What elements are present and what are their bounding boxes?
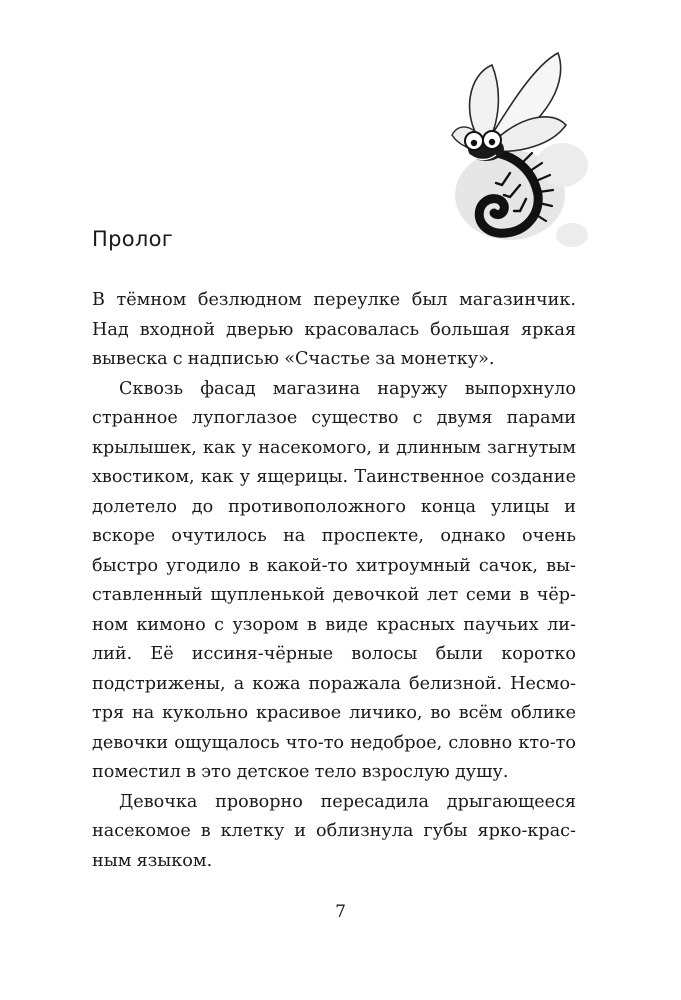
paragraph: Девочка проворно пересадила дрыгающееся насекомое в клетку и облизнула губы ярко-красным языком. <box>92 791 576 871</box>
paragraph: В тёмном безлюдном переулке был магазинчик. Над входной дверью красовалась большая яркая вывеска с надписью «Счастье за монетку». <box>92 290 576 369</box>
paragraph: Сквозь фасад магазина наружу выпорхнуло странное лупоглазое существо с двумя парами крылышек, как у насекомого, и длинным загнутым хвостиком, как у ящерицы. Таинственное создание долетело до противоположного конца улицы и вскоре очутилось на проспекте, однако очень быстро угодило в какой-то хитроумный сачок, выставленный щупленькой девочкой лет семи в чёрном кимоно с узором в виде красных паучьих лилий. Её иссиня-чёрные волосы были коротко подстрижены, а кожа поражала белизной. Несмотря на кукольно красивое личико, во всём облике девочки ощущалось что-то недоброе, словно кто-то поместил в это детское тело взрослую душу. <box>92 378 576 782</box>
body-text <box>92 286 576 876</box>
winged-lizard-creature-icon <box>440 45 590 250</box>
chapter-title: Пролог <box>92 227 174 251</box>
page-number: 7 <box>335 902 346 922</box>
